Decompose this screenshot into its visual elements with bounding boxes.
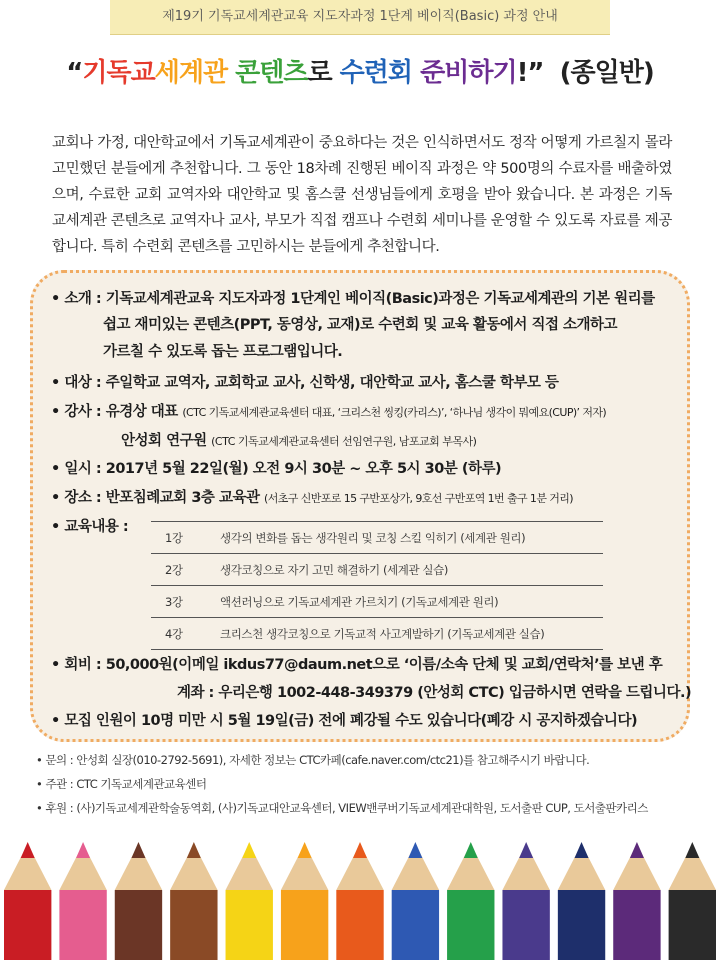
pencil [613, 842, 660, 960]
session-number: 1강 [165, 530, 183, 545]
pencil [502, 842, 549, 960]
course-banner [110, 0, 610, 35]
lecturer-2-name: 안성회 연구원 [121, 433, 212, 449]
sponsor-line: • 후원 : (사)기독교세계관학술동역회, (사)기독교대안교육센터, VIEW밴쿠버기독교세계관대학원, 도서출판 CUP, 도서출판카리스 [36, 801, 648, 815]
inquiry-line: • 문의 : 안성회 실장(010-2792-5691), 자세한 정보는 CTC카페(cafe.naver.com/ctc21)를 참고해주시기 바랍니다. [36, 753, 590, 767]
title-segment: 로 [307, 58, 340, 88]
title-segment: 세계관 [154, 58, 228, 88]
fee-row: • 회비 : 50,000원(이메일 ikdus77@daum.net으로 ‘이름/소속 단체 및 교회/연락처’를 보낸 후 [51, 657, 663, 673]
title-segment: 콘텐츠 [235, 58, 308, 88]
curriculum-row [151, 554, 603, 586]
curriculum-row [151, 586, 603, 618]
place-note: (서초구 신반포로 15 구반포상가, 9호선 구반포역 1번 출구 1분 거리) [264, 492, 573, 505]
pencil [669, 842, 716, 960]
target-row: • 대상 : 주일학교 교역자, 교회학교 교사, 신학생, 대안학교 교사, 홈스쿨 학부모 등 [51, 375, 559, 391]
session-number: 2강 [165, 562, 183, 577]
session-title: 생각의 변화를 돕는 생각원리 및 코칭 스킬 익히기 (세계관 원리) [220, 530, 526, 545]
pencil [447, 842, 494, 960]
notice-row: • 모집 인원이 10명 미만 시 5월 19일(금) 전에 폐강될 수도 있습니다(폐강 시 공지하겠습니다) [51, 713, 638, 729]
lecturer-2-note: (CTC 기독교세계관교육센터 선임연구원, 남포교회 부목사) [211, 435, 477, 448]
place-row [51, 486, 573, 507]
curriculum-table [151, 521, 603, 650]
pencil [115, 842, 162, 960]
place-label: • 장소 : 반포침례교회 3층 교육관 [51, 490, 265, 506]
intro-paragraph: 교회나 가정, 대안학교에서 기독교세계관이 중요하다는 것은 인식하면서도 정작 어떻게 가르칠지 몰라 고민했던 분들에게 추천합니다. 그 동안 18차례 진행된 베이직 과정은 약 500명의 수료자를 배출하였으며, 수료한 교회 교역자와 대안학교 및 홈스쿨 선생님들에게 호평을 받아 왔습니다. 본 과정은 기독교세계관 콘텐츠로 교역자나 교사, 부모가 직접 캠프나 수련회 세미나를 운영할 수 있도록 자료를 제공합니다. 특히 수련회 콘텐츠를 고민하시는 분들에게 추천합니다. [52, 135, 672, 255]
intro-line-2: 쉽고 재미있는 콘텐츠(PPT, 동영상, 교재)로 수련회 및 교육 활동에서 직접 소개하고 [103, 317, 618, 333]
intro-line-1: 기독교세계관교육 지도자과정 1단계인 베이직(Basic)과정은 기독교세계관의 기본 원리를 [105, 291, 655, 307]
pencil [4, 842, 51, 960]
account-row: 계좌 : 우리은행 1002-448-349379 (안성회 CTC) 입금하시면 연락을 드립니다.) [177, 685, 692, 701]
course-banner-text: 제19기 기독교세계관교육 지도자과정 1단계 베이직(Basic) 과정 안내 [162, 9, 558, 24]
pencil [59, 842, 106, 960]
details-box [30, 270, 690, 742]
intro-line-3: 가르칠 수 있도록 돕는 프로그램입니다. [103, 344, 343, 360]
lecturer-row [51, 400, 606, 421]
title-segment: 기독교 [82, 58, 155, 88]
pencil [281, 842, 328, 960]
title-segment [412, 58, 420, 88]
title-segment: “ [66, 58, 83, 88]
date-row: • 일시 : 2017년 5월 22일(월) 오전 9시 30분 ~ 오후 5시 30분 (하루) [51, 461, 502, 477]
curriculum-row [151, 522, 603, 554]
title-segment: (종일반) [543, 58, 654, 88]
intro-row [51, 287, 655, 308]
lecturer-note: (CTC 기독교세계관교육센터 대표, ‘크리스천 씽킹(카리스)’, ‘하나님 생각이 뭐예요(CUP)’ 저자) [182, 406, 607, 419]
title-segment: 준비하기 [420, 58, 517, 88]
lecturer-label: • 강사 : 유경상 대표 [51, 404, 183, 420]
intro-label: • 소개 : [51, 291, 106, 307]
pencil [226, 842, 273, 960]
pencil [170, 842, 217, 960]
session-number: 4강 [165, 626, 183, 641]
pencil [558, 842, 605, 960]
lecturer-2-row [121, 429, 476, 450]
title-segment: !” [516, 58, 544, 88]
colored-pencils-illustration [0, 838, 720, 960]
pencil [336, 842, 383, 960]
title-segment: 수련회 [339, 58, 413, 88]
session-title: 크리스천 생각코칭으로 기독교적 사고계발하기 (기독교세계관 실습) [220, 626, 545, 641]
session-title: 액션러닝으로 기독교세계관 가르치기 (기독교세계관 원리) [220, 594, 499, 609]
page-title [0, 52, 720, 89]
title-segment [227, 58, 235, 88]
curriculum-row [151, 618, 603, 650]
content-label: • 교육내용 : [51, 519, 129, 535]
host-line: • 주관 : CTC 기독교세계관교육센터 [36, 777, 207, 791]
session-number: 3강 [165, 594, 183, 609]
pencil [392, 842, 439, 960]
session-title: 생각코칭으로 자기 고민 해결하기 (세계관 실습) [220, 562, 448, 577]
